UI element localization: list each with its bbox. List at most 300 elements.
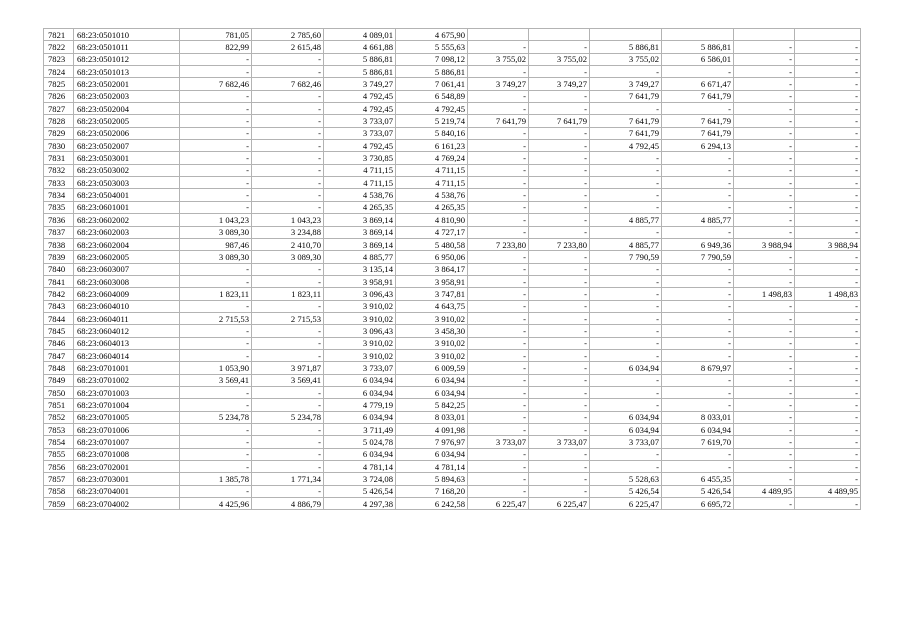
value-cell-8: - bbox=[662, 461, 734, 473]
value-cell-9: - bbox=[734, 337, 795, 349]
value-cell-6 bbox=[529, 29, 590, 41]
value-cell-7: - bbox=[590, 164, 662, 176]
value-cell-3: 6 034,94 bbox=[324, 448, 396, 460]
cadastral-code-cell: 68:23:0602005 bbox=[74, 251, 180, 263]
value-cell-1: - bbox=[180, 127, 252, 139]
value-cell-7: - bbox=[590, 201, 662, 213]
value-cell-3: 4 538,76 bbox=[324, 189, 396, 201]
value-cell-5: 7 641,79 bbox=[468, 115, 529, 127]
cadastral-code-cell: 68:23:0503003 bbox=[74, 177, 180, 189]
value-cell-7 bbox=[590, 29, 662, 41]
value-cell-9: - bbox=[734, 275, 795, 287]
cadastral-code-cell: 68:23:0701008 bbox=[74, 448, 180, 460]
value-cell-5: - bbox=[468, 485, 529, 497]
table-row bbox=[44, 424, 861, 436]
value-cell-8: 7 641,79 bbox=[662, 115, 734, 127]
value-cell-10: - bbox=[795, 473, 861, 485]
value-cell-6: - bbox=[529, 226, 590, 238]
value-cell-6: 7 641,79 bbox=[529, 115, 590, 127]
value-cell-3: 3 096,43 bbox=[324, 288, 396, 300]
value-cell-5: - bbox=[468, 66, 529, 78]
value-cell-7: 7 641,79 bbox=[590, 127, 662, 139]
value-cell-6: - bbox=[529, 66, 590, 78]
value-cell-9: - bbox=[734, 226, 795, 238]
cadastral-code-cell: 68:23:0702001 bbox=[74, 461, 180, 473]
value-cell-10: - bbox=[795, 251, 861, 263]
value-cell-2: - bbox=[252, 275, 324, 287]
value-cell-2: 4 886,79 bbox=[252, 498, 324, 510]
row-number-cell: 7837 bbox=[44, 226, 74, 238]
value-cell-7: - bbox=[590, 177, 662, 189]
value-cell-1: - bbox=[180, 177, 252, 189]
value-cell-9: - bbox=[734, 115, 795, 127]
value-cell-1: 987,46 bbox=[180, 238, 252, 250]
value-cell-4: 6 009,59 bbox=[396, 362, 468, 374]
value-cell-6: - bbox=[529, 275, 590, 287]
value-cell-5: - bbox=[468, 214, 529, 226]
row-number-cell: 7851 bbox=[44, 399, 74, 411]
value-cell-6: - bbox=[529, 127, 590, 139]
value-cell-3: 4 779,19 bbox=[324, 399, 396, 411]
value-cell-7: 6 034,94 bbox=[590, 362, 662, 374]
value-cell-8: 7 790,59 bbox=[662, 251, 734, 263]
value-cell-4: 6 034,94 bbox=[396, 386, 468, 398]
value-cell-7: 3 733,07 bbox=[590, 436, 662, 448]
value-cell-10: - bbox=[795, 201, 861, 213]
value-cell-6: - bbox=[529, 374, 590, 386]
table-row bbox=[44, 362, 861, 374]
value-cell-6: - bbox=[529, 325, 590, 337]
value-cell-6: - bbox=[529, 164, 590, 176]
value-cell-8: 8 033,01 bbox=[662, 411, 734, 423]
value-cell-9: - bbox=[734, 399, 795, 411]
value-cell-7: - bbox=[590, 461, 662, 473]
row-number-cell: 7859 bbox=[44, 498, 74, 510]
value-cell-1: 2 715,53 bbox=[180, 312, 252, 324]
value-cell-4: 3 958,91 bbox=[396, 275, 468, 287]
value-cell-4: 3 910,02 bbox=[396, 349, 468, 361]
value-cell-10: - bbox=[795, 53, 861, 65]
value-cell-8 bbox=[662, 29, 734, 41]
value-cell-7: - bbox=[590, 399, 662, 411]
value-cell-1: 1 053,90 bbox=[180, 362, 252, 374]
value-cell-7: 5 426,54 bbox=[590, 485, 662, 497]
value-cell-6: - bbox=[529, 337, 590, 349]
cadastral-code-cell: 68:23:0602002 bbox=[74, 214, 180, 226]
cadastral-code-cell: 68:23:0701007 bbox=[74, 436, 180, 448]
cadastral-code-cell: 68:23:0501012 bbox=[74, 53, 180, 65]
value-cell-5: - bbox=[468, 386, 529, 398]
value-cell-3: 5 886,81 bbox=[324, 66, 396, 78]
row-number-cell: 7848 bbox=[44, 362, 74, 374]
value-cell-9: - bbox=[734, 251, 795, 263]
value-cell-1: - bbox=[180, 337, 252, 349]
row-number-cell: 7828 bbox=[44, 115, 74, 127]
value-cell-10: - bbox=[795, 41, 861, 53]
value-cell-1: 1 823,11 bbox=[180, 288, 252, 300]
cadastral-code-cell: 68:23:0502001 bbox=[74, 78, 180, 90]
value-cell-3: 3 869,14 bbox=[324, 238, 396, 250]
row-number-cell: 7821 bbox=[44, 29, 74, 41]
value-cell-4: 7 098,12 bbox=[396, 53, 468, 65]
cadastral-code-cell: 68:23:0701002 bbox=[74, 374, 180, 386]
cadastral-code-cell: 68:23:0501013 bbox=[74, 66, 180, 78]
cadastral-code-cell: 68:23:0502003 bbox=[74, 90, 180, 102]
table-row bbox=[44, 214, 861, 226]
table-row bbox=[44, 386, 861, 398]
value-cell-7: - bbox=[590, 152, 662, 164]
value-cell-7: 7 790,59 bbox=[590, 251, 662, 263]
value-cell-5: 3 733,07 bbox=[468, 436, 529, 448]
value-cell-4: 4 711,15 bbox=[396, 164, 468, 176]
value-cell-6: - bbox=[529, 386, 590, 398]
value-cell-2: - bbox=[252, 325, 324, 337]
row-number-cell: 7831 bbox=[44, 152, 74, 164]
value-cell-7: - bbox=[590, 226, 662, 238]
table-row bbox=[44, 127, 861, 139]
row-number-cell: 7845 bbox=[44, 325, 74, 337]
value-cell-4: 4 091,98 bbox=[396, 424, 468, 436]
table-row bbox=[44, 312, 861, 324]
table-row bbox=[44, 300, 861, 312]
table-row bbox=[44, 411, 861, 423]
value-cell-7: 6 034,94 bbox=[590, 424, 662, 436]
value-cell-7: 7 641,79 bbox=[590, 90, 662, 102]
value-cell-8: 6 294,13 bbox=[662, 140, 734, 152]
value-cell-9: - bbox=[734, 263, 795, 275]
value-cell-5 bbox=[468, 29, 529, 41]
table-row bbox=[44, 436, 861, 448]
table-row bbox=[44, 399, 861, 411]
value-cell-2: - bbox=[252, 152, 324, 164]
value-cell-6: 6 225,47 bbox=[529, 498, 590, 510]
value-cell-2: 1 043,23 bbox=[252, 214, 324, 226]
value-cell-9: - bbox=[734, 90, 795, 102]
value-cell-6: - bbox=[529, 424, 590, 436]
value-cell-10: - bbox=[795, 300, 861, 312]
table-row bbox=[44, 325, 861, 337]
cadastral-code-cell: 68:23:0701001 bbox=[74, 362, 180, 374]
value-cell-8: 7 641,79 bbox=[662, 90, 734, 102]
value-cell-4: 5 842,25 bbox=[396, 399, 468, 411]
value-cell-1: - bbox=[180, 115, 252, 127]
value-cell-7: - bbox=[590, 337, 662, 349]
value-cell-9: - bbox=[734, 436, 795, 448]
cadastral-code-cell: 68:23:0701004 bbox=[74, 399, 180, 411]
table-row bbox=[44, 226, 861, 238]
value-cell-3: 3 910,02 bbox=[324, 312, 396, 324]
value-cell-1: 1 043,23 bbox=[180, 214, 252, 226]
value-cell-1: - bbox=[180, 424, 252, 436]
value-cell-10: - bbox=[795, 152, 861, 164]
table-row bbox=[44, 164, 861, 176]
value-cell-3: 3 733,07 bbox=[324, 362, 396, 374]
value-cell-7: - bbox=[590, 349, 662, 361]
value-cell-6: - bbox=[529, 140, 590, 152]
value-cell-1: 7 682,46 bbox=[180, 78, 252, 90]
value-cell-1: - bbox=[180, 164, 252, 176]
value-cell-2: 7 682,46 bbox=[252, 78, 324, 90]
value-cell-8: - bbox=[662, 275, 734, 287]
table-body bbox=[44, 29, 861, 510]
value-cell-2: - bbox=[252, 461, 324, 473]
value-cell-5: - bbox=[468, 103, 529, 115]
value-cell-10: - bbox=[795, 177, 861, 189]
value-cell-3: 4 781,14 bbox=[324, 461, 396, 473]
value-cell-3: 5 886,81 bbox=[324, 53, 396, 65]
value-cell-5: - bbox=[468, 201, 529, 213]
row-number-cell: 7825 bbox=[44, 78, 74, 90]
value-cell-5: - bbox=[468, 127, 529, 139]
value-cell-3: 3 749,27 bbox=[324, 78, 396, 90]
cadastral-code-cell: 68:23:0502004 bbox=[74, 103, 180, 115]
row-number-cell: 7855 bbox=[44, 448, 74, 460]
table-row bbox=[44, 29, 861, 41]
value-cell-2: - bbox=[252, 53, 324, 65]
value-cell-5: - bbox=[468, 325, 529, 337]
row-number-cell: 7841 bbox=[44, 275, 74, 287]
row-number-cell: 7850 bbox=[44, 386, 74, 398]
value-cell-1: 3 089,30 bbox=[180, 251, 252, 263]
table-row bbox=[44, 41, 861, 53]
value-cell-2: - bbox=[252, 424, 324, 436]
value-cell-5: - bbox=[468, 300, 529, 312]
cadastral-code-cell: 68:23:0602003 bbox=[74, 226, 180, 238]
value-cell-1: - bbox=[180, 189, 252, 201]
value-cell-2: 2 715,53 bbox=[252, 312, 324, 324]
value-cell-3: 3 869,14 bbox=[324, 214, 396, 226]
value-cell-6: 7 233,80 bbox=[529, 238, 590, 250]
value-cell-8: - bbox=[662, 66, 734, 78]
value-cell-2: - bbox=[252, 177, 324, 189]
value-cell-9: - bbox=[734, 140, 795, 152]
table-row bbox=[44, 448, 861, 460]
value-cell-3: 3 733,07 bbox=[324, 127, 396, 139]
value-cell-7: 4 792,45 bbox=[590, 140, 662, 152]
value-cell-7: - bbox=[590, 275, 662, 287]
value-cell-2: - bbox=[252, 189, 324, 201]
row-number-cell: 7836 bbox=[44, 214, 74, 226]
value-cell-6: - bbox=[529, 189, 590, 201]
value-cell-10: - bbox=[795, 337, 861, 349]
value-cell-9: - bbox=[734, 103, 795, 115]
table-row bbox=[44, 263, 861, 275]
value-cell-10: - bbox=[795, 325, 861, 337]
value-cell-7: - bbox=[590, 103, 662, 115]
value-cell-4: 4 643,75 bbox=[396, 300, 468, 312]
value-cell-6: - bbox=[529, 362, 590, 374]
value-cell-10 bbox=[795, 29, 861, 41]
value-cell-6: - bbox=[529, 448, 590, 460]
value-cell-3: 4 089,01 bbox=[324, 29, 396, 41]
value-cell-10: - bbox=[795, 349, 861, 361]
value-cell-6: - bbox=[529, 461, 590, 473]
value-cell-1: - bbox=[180, 399, 252, 411]
data-table bbox=[43, 28, 861, 510]
value-cell-8: - bbox=[662, 349, 734, 361]
value-cell-9: - bbox=[734, 498, 795, 510]
value-cell-7: - bbox=[590, 288, 662, 300]
value-cell-9: - bbox=[734, 473, 795, 485]
value-cell-5: - bbox=[468, 349, 529, 361]
value-cell-7: 5 886,81 bbox=[590, 41, 662, 53]
value-cell-5: - bbox=[468, 41, 529, 53]
cadastral-code-cell: 68:23:0703001 bbox=[74, 473, 180, 485]
value-cell-6: - bbox=[529, 263, 590, 275]
value-cell-9: - bbox=[734, 201, 795, 213]
value-cell-10: - bbox=[795, 374, 861, 386]
table-row bbox=[44, 461, 861, 473]
value-cell-5: - bbox=[468, 312, 529, 324]
value-cell-3: 3 910,02 bbox=[324, 300, 396, 312]
row-number-cell: 7833 bbox=[44, 177, 74, 189]
value-cell-4: 4 810,90 bbox=[396, 214, 468, 226]
value-cell-7: - bbox=[590, 448, 662, 460]
table-row bbox=[44, 473, 861, 485]
value-cell-8: 4 885,77 bbox=[662, 214, 734, 226]
value-cell-3: 3 869,14 bbox=[324, 226, 396, 238]
value-cell-8: 6 671,47 bbox=[662, 78, 734, 90]
table-row bbox=[44, 498, 861, 510]
value-cell-4: 4 265,35 bbox=[396, 201, 468, 213]
value-cell-10: - bbox=[795, 362, 861, 374]
value-cell-2: - bbox=[252, 263, 324, 275]
value-cell-2: 1 823,11 bbox=[252, 288, 324, 300]
value-cell-10: - bbox=[795, 424, 861, 436]
value-cell-10: - bbox=[795, 140, 861, 152]
value-cell-5: - bbox=[468, 140, 529, 152]
value-cell-8: - bbox=[662, 448, 734, 460]
value-cell-9: - bbox=[734, 448, 795, 460]
row-number-cell: 7857 bbox=[44, 473, 74, 485]
value-cell-7: 6 034,94 bbox=[590, 411, 662, 423]
value-cell-9: - bbox=[734, 66, 795, 78]
cadastral-code-cell: 68:23:0604012 bbox=[74, 325, 180, 337]
value-cell-9: - bbox=[734, 300, 795, 312]
value-cell-4: 3 458,30 bbox=[396, 325, 468, 337]
value-cell-4: 4 711,15 bbox=[396, 177, 468, 189]
value-cell-4: 5 894,63 bbox=[396, 473, 468, 485]
cadastral-code-cell: 68:23:0502006 bbox=[74, 127, 180, 139]
value-cell-10: - bbox=[795, 386, 861, 398]
value-cell-5: - bbox=[468, 374, 529, 386]
value-cell-6: - bbox=[529, 90, 590, 102]
value-cell-9: - bbox=[734, 424, 795, 436]
value-cell-4: 4 781,14 bbox=[396, 461, 468, 473]
value-cell-6: - bbox=[529, 251, 590, 263]
row-number-cell: 7826 bbox=[44, 90, 74, 102]
table-row bbox=[44, 288, 861, 300]
value-cell-4: 5 555,63 bbox=[396, 41, 468, 53]
value-cell-10: - bbox=[795, 275, 861, 287]
row-number-cell: 7823 bbox=[44, 53, 74, 65]
value-cell-9: 4 489,95 bbox=[734, 485, 795, 497]
value-cell-3: 4 711,15 bbox=[324, 164, 396, 176]
value-cell-3: 3 724,08 bbox=[324, 473, 396, 485]
value-cell-9: - bbox=[734, 152, 795, 164]
row-number-cell: 7834 bbox=[44, 189, 74, 201]
cadastral-code-cell: 68:23:0704001 bbox=[74, 485, 180, 497]
value-cell-6: - bbox=[529, 399, 590, 411]
value-cell-5: 7 233,80 bbox=[468, 238, 529, 250]
value-cell-8: 5 426,54 bbox=[662, 485, 734, 497]
value-cell-2: - bbox=[252, 164, 324, 176]
value-cell-8: - bbox=[662, 103, 734, 115]
table-row bbox=[44, 349, 861, 361]
cadastral-code-cell: 68:23:0604014 bbox=[74, 349, 180, 361]
row-number-cell: 7822 bbox=[44, 41, 74, 53]
value-cell-3: 3 096,43 bbox=[324, 325, 396, 337]
value-cell-5: 6 225,47 bbox=[468, 498, 529, 510]
value-cell-4: 4 792,45 bbox=[396, 103, 468, 115]
value-cell-4: 4 538,76 bbox=[396, 189, 468, 201]
value-cell-8: - bbox=[662, 300, 734, 312]
value-cell-3: 4 265,35 bbox=[324, 201, 396, 213]
value-cell-10: 3 988,94 bbox=[795, 238, 861, 250]
value-cell-4: 5 886,81 bbox=[396, 66, 468, 78]
table-row bbox=[44, 53, 861, 65]
value-cell-9: - bbox=[734, 53, 795, 65]
value-cell-10: - bbox=[795, 78, 861, 90]
value-cell-3: 4 792,45 bbox=[324, 90, 396, 102]
value-cell-3: 3 910,02 bbox=[324, 349, 396, 361]
value-cell-6: - bbox=[529, 103, 590, 115]
value-cell-1: 5 234,78 bbox=[180, 411, 252, 423]
value-cell-10: - bbox=[795, 448, 861, 460]
value-cell-8: - bbox=[662, 374, 734, 386]
value-cell-2: - bbox=[252, 115, 324, 127]
value-cell-3: 4 792,45 bbox=[324, 140, 396, 152]
value-cell-8: - bbox=[662, 177, 734, 189]
value-cell-4: 6 034,94 bbox=[396, 448, 468, 460]
cadastral-code-cell: 68:23:0502007 bbox=[74, 140, 180, 152]
value-cell-5: - bbox=[468, 263, 529, 275]
value-cell-4: 6 242,58 bbox=[396, 498, 468, 510]
value-cell-8: 8 679,97 bbox=[662, 362, 734, 374]
row-number-cell: 7839 bbox=[44, 251, 74, 263]
value-cell-8: - bbox=[662, 189, 734, 201]
value-cell-2: - bbox=[252, 386, 324, 398]
value-cell-9: - bbox=[734, 411, 795, 423]
value-cell-6: 3 749,27 bbox=[529, 78, 590, 90]
value-cell-9: - bbox=[734, 78, 795, 90]
value-cell-9: - bbox=[734, 214, 795, 226]
cadastral-code-cell: 68:23:0701005 bbox=[74, 411, 180, 423]
row-number-cell: 7843 bbox=[44, 300, 74, 312]
value-cell-2: 2 615,48 bbox=[252, 41, 324, 53]
value-cell-10: - bbox=[795, 498, 861, 510]
row-number-cell: 7832 bbox=[44, 164, 74, 176]
value-cell-5: - bbox=[468, 362, 529, 374]
value-cell-1: - bbox=[180, 201, 252, 213]
value-cell-1: - bbox=[180, 448, 252, 460]
value-cell-10: - bbox=[795, 461, 861, 473]
value-cell-10: 1 498,83 bbox=[795, 288, 861, 300]
value-cell-5: - bbox=[468, 337, 529, 349]
value-cell-4: 7 168,20 bbox=[396, 485, 468, 497]
row-number-cell: 7824 bbox=[44, 66, 74, 78]
row-number-cell: 7827 bbox=[44, 103, 74, 115]
value-cell-10: - bbox=[795, 66, 861, 78]
value-cell-9: - bbox=[734, 325, 795, 337]
value-cell-2: 3 089,30 bbox=[252, 251, 324, 263]
value-cell-7: - bbox=[590, 189, 662, 201]
value-cell-10: - bbox=[795, 436, 861, 448]
value-cell-2: - bbox=[252, 90, 324, 102]
cadastral-code-cell: 68:23:0704002 bbox=[74, 498, 180, 510]
value-cell-3: 4 885,77 bbox=[324, 251, 396, 263]
value-cell-7: 4 885,77 bbox=[590, 238, 662, 250]
